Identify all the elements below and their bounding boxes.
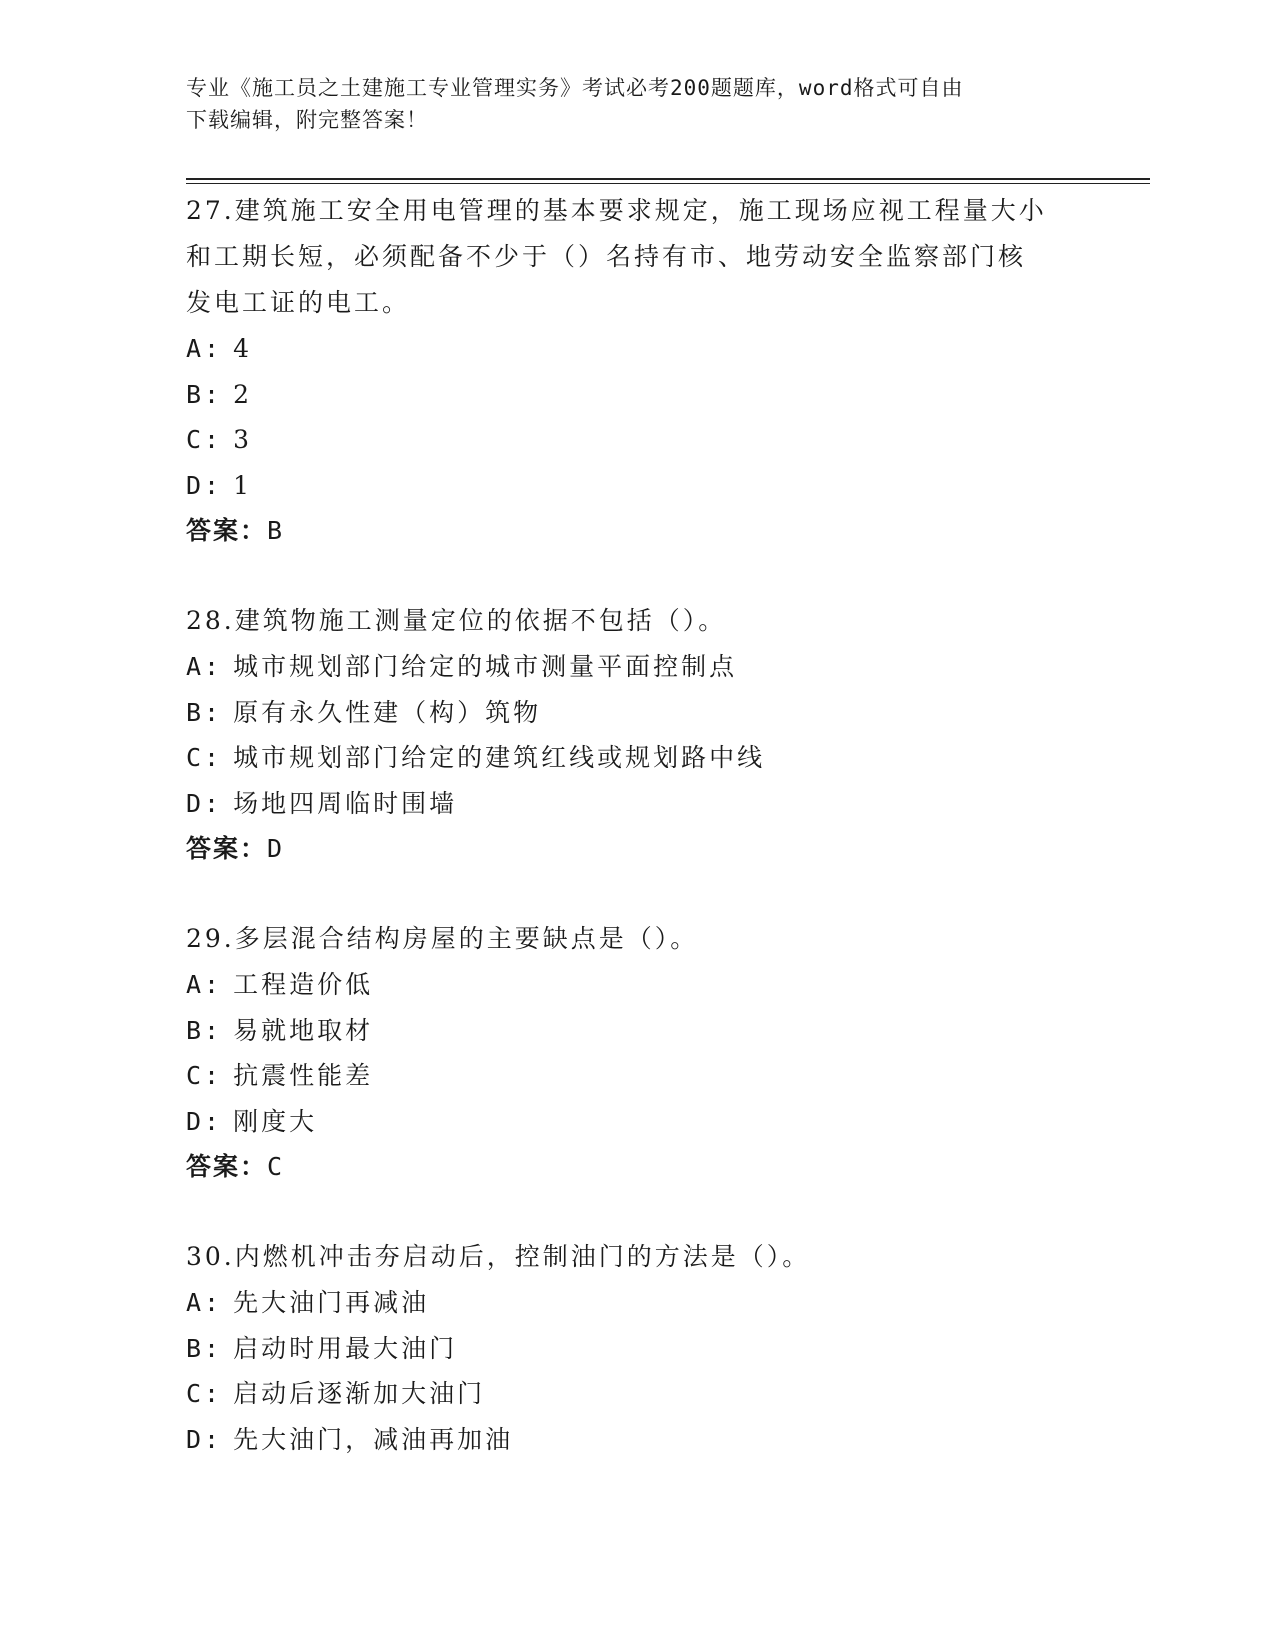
option-b <box>186 690 1086 736</box>
option-text: 先大油门再减油 <box>233 1288 430 1317</box>
header-divider-thin <box>186 183 1150 184</box>
answer-label: 答案： <box>186 516 268 545</box>
answer-line <box>186 1144 1086 1190</box>
option-c <box>186 735 1086 781</box>
option-letter: A: <box>186 1288 223 1317</box>
option-text: 刚度大 <box>233 1106 318 1136</box>
header-divider-thick <box>186 178 1150 180</box>
option-letter: D: <box>186 1106 223 1136</box>
option-text: 1 <box>233 470 252 500</box>
option-b <box>186 372 1086 418</box>
answer-label: 答案： <box>186 1152 268 1181</box>
option-d <box>186 1417 1086 1463</box>
option-letter: C: <box>186 1061 223 1090</box>
question-stem-line: 28.建筑物施工测量定位的依据不包括（）。 <box>186 606 727 635</box>
option-letter: D: <box>186 1424 223 1454</box>
option-text: 启动后逐渐加大油门 <box>233 1379 486 1408</box>
option-b <box>186 1008 1086 1054</box>
option-letter: C: <box>186 425 223 454</box>
option-text: 3 <box>233 425 252 454</box>
question-stem-line: 27.建筑施工安全用电管理的基本要求规定，施工现场应视工程量大小 <box>186 196 1047 225</box>
answer-line <box>186 508 1086 554</box>
option-text: 城市规划部门给定的城市测量平面控制点 <box>233 652 738 681</box>
option-text: 原有永久性建（构）筑物 <box>233 697 542 727</box>
option-letter: A: <box>186 334 223 363</box>
option-text: 抗震性能差 <box>233 1061 374 1090</box>
option-text: 城市规划部门给定的建筑红线或规划路中线 <box>233 743 766 772</box>
answer-label: 答案： <box>186 834 268 863</box>
question-28 <box>186 598 1086 872</box>
question-stem-line: 29.多层混合结构房屋的主要缺点是（）。 <box>186 924 699 953</box>
question-29 <box>186 916 1086 1190</box>
option-a <box>186 326 1086 372</box>
question-stem <box>186 598 1086 644</box>
document-header <box>186 72 1066 136</box>
question-stem <box>186 188 1086 326</box>
question-stem-line: 30.内燃机冲击夯启动后，控制油门的方法是（）。 <box>186 1242 811 1271</box>
question-27 <box>186 188 1086 554</box>
option-letter: D: <box>186 470 223 500</box>
question-list <box>186 188 1086 1462</box>
option-text: 工程造价低 <box>233 970 374 999</box>
option-letter: B: <box>186 379 223 409</box>
question-stem-line: 和工期长短，必须配备不少于（）名持有市、地劳动安全监察部门核 <box>186 242 1027 271</box>
question-stem <box>186 1234 1086 1280</box>
option-a <box>186 962 1086 1008</box>
option-c <box>186 1371 1086 1417</box>
option-letter: B: <box>186 1333 223 1363</box>
header-line-1: 专业《施工员之土建施工专业管理实务》考试必考200题题库，word格式可自由 <box>186 76 964 100</box>
option-text: 2 <box>233 379 252 409</box>
header-line-2: 下载编辑，附完整答案！ <box>186 108 428 132</box>
option-b <box>186 1326 1086 1372</box>
option-text: 先大油门，减油再加油 <box>233 1424 514 1454</box>
option-letter: D: <box>186 788 223 818</box>
option-a <box>186 644 1086 690</box>
option-text: 场地四周临时围墙 <box>233 788 458 818</box>
question-stem <box>186 916 1086 962</box>
option-letter: B: <box>186 1015 223 1045</box>
option-letter: C: <box>186 743 223 772</box>
question-stem-line: 发电工证的电工。 <box>186 288 411 317</box>
answer-value: D <box>267 834 285 863</box>
option-d <box>186 463 1086 509</box>
option-text: 启动时用最大油门 <box>233 1333 458 1363</box>
answer-line <box>186 826 1086 872</box>
option-letter: C: <box>186 1379 223 1408</box>
option-text: 易就地取材 <box>233 1015 374 1045</box>
option-letter: A: <box>186 652 223 681</box>
answer-value: B <box>267 516 285 545</box>
option-c <box>186 417 1086 463</box>
question-30 <box>186 1234 1086 1462</box>
option-text: 4 <box>233 334 252 363</box>
answer-value: C <box>267 1152 285 1181</box>
option-letter: A: <box>186 970 223 999</box>
option-d <box>186 1099 1086 1145</box>
option-a <box>186 1280 1086 1326</box>
option-d <box>186 781 1086 827</box>
option-c <box>186 1053 1086 1099</box>
option-letter: B: <box>186 697 223 727</box>
